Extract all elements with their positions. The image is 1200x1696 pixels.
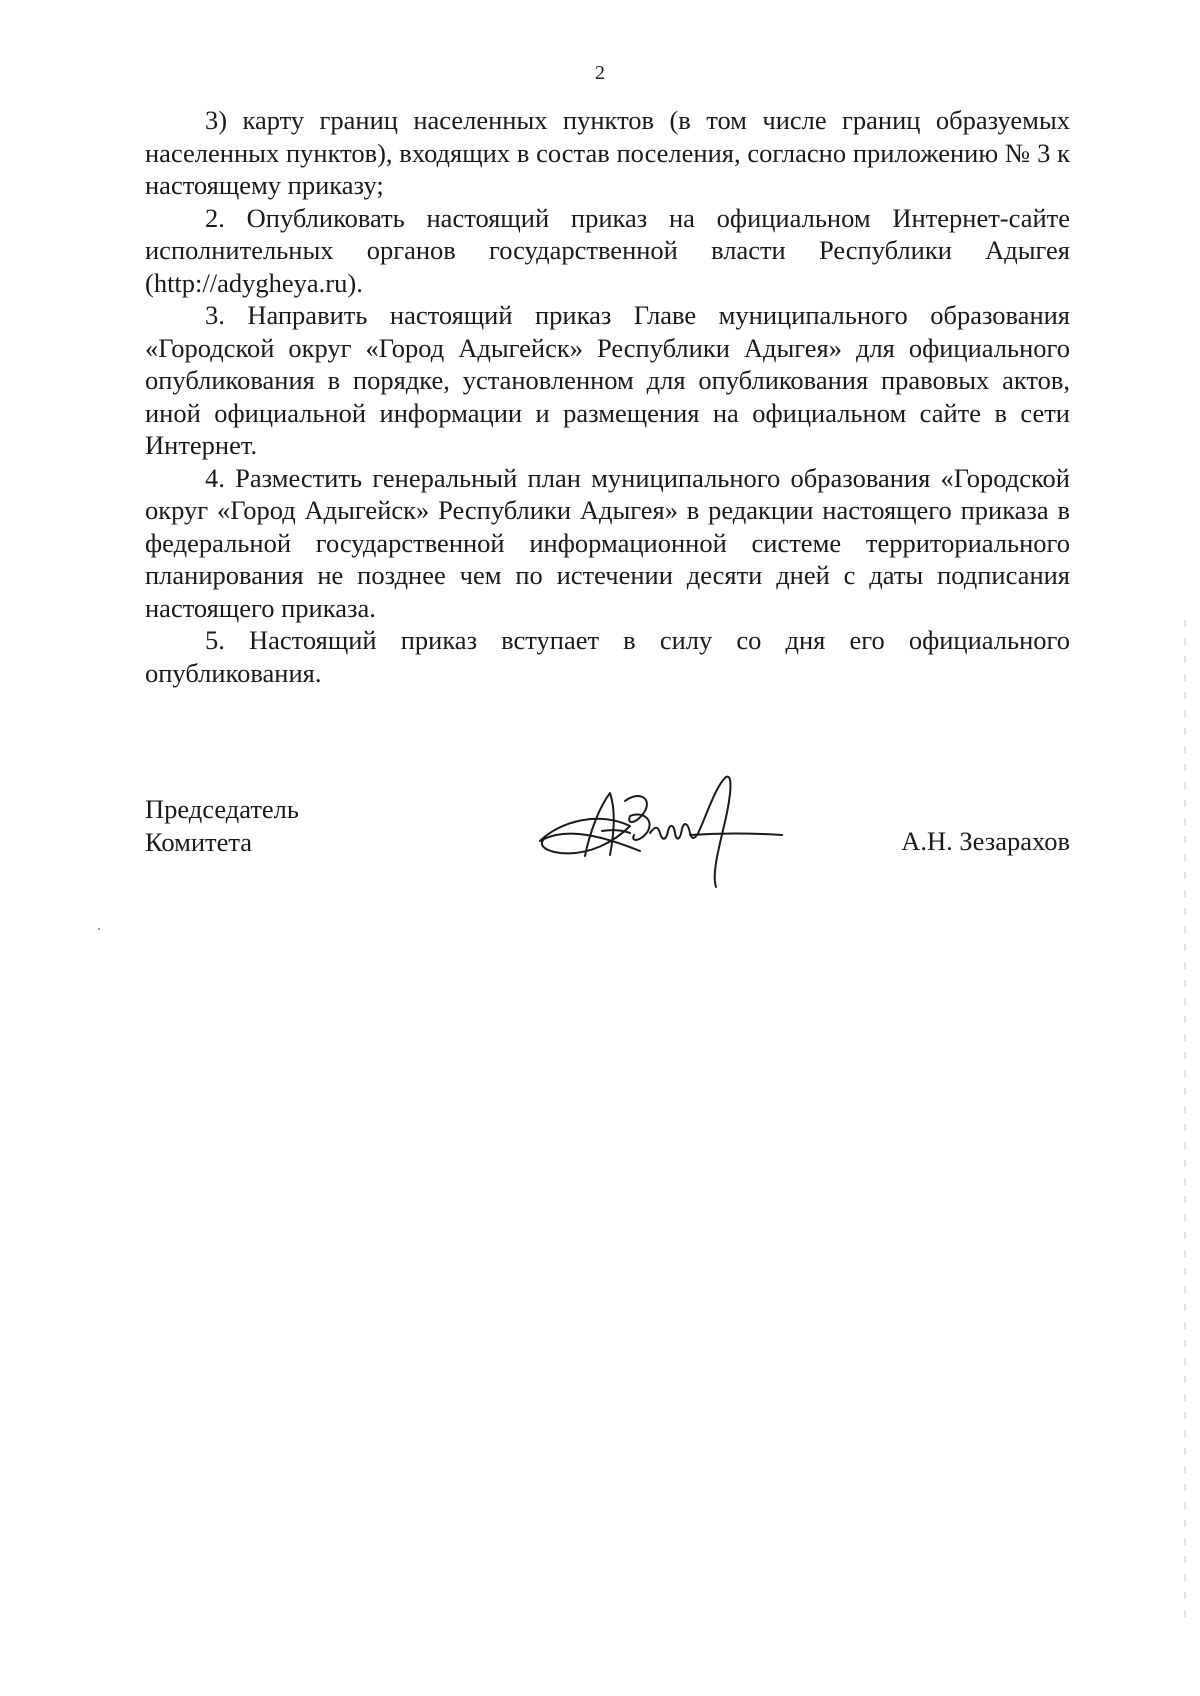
- signatory-position-line2: Комитета: [145, 826, 253, 857]
- signatory-position: [145, 793, 299, 858]
- signatory-position-line1: Председатель: [145, 794, 299, 824]
- paragraph-send-to-head: 3. Направить настоящий приказ Главе муниципального образования «Городской округ «Город Адыгейск» Республики Адыгея» для официального опубликования в порядке, установленном для опубликования правовых актов, иной официальной информации и размещения на официальном сайте в сети Интернет.: [145, 300, 1070, 460]
- handwritten-signature: [530, 771, 790, 891]
- page-number: 2: [595, 62, 605, 84]
- scan-speck: [98, 928, 100, 930]
- document-body: [145, 104, 1070, 689]
- signatory-name: А.Н. Зезарахов: [901, 826, 1070, 856]
- scan-margin-artifact: [1184, 620, 1186, 1620]
- paragraph-place-in-fgis: 4. Разместить генеральный план муниципального образования «Городской округ «Город Адыгейск» Республики Адыгея» в редакции настоящего приказа в федеральной государственной информационной системе территориального планирования не позднее чем по истечении десяти дней с даты подписания настоящего приказа.: [145, 462, 1070, 623]
- signature-block: [145, 793, 1070, 903]
- paragraph-publish-website: 2. Опубликовать настоящий приказ на официальном Интернет-сайте исполнительных органов государственной власти Республики Адыгея (http://adygheya.ru).: [145, 202, 1070, 298]
- paragraph-item-3-map: 3) карту границ населенных пунктов (в том числе границ образуемых населенных пунктов), входящих в состав поселения, согласно приложению № 3 к настоящему приказу;: [145, 105, 1070, 200]
- paragraph-entry-into-force: 5. Настоящий приказ вступает в силу со дня его официального опубликования.: [145, 625, 1070, 688]
